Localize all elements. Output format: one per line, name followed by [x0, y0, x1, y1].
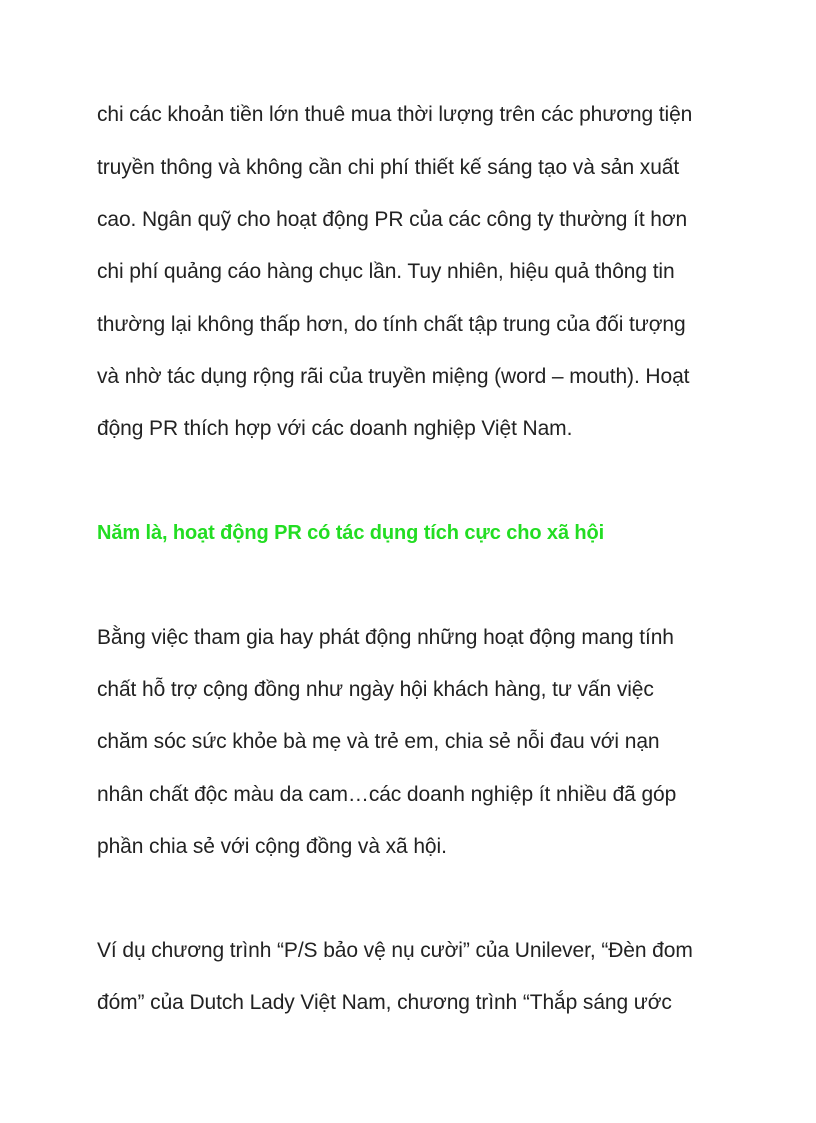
- paragraph-line: và nhờ tác dụng rộng rãi của truyền miệng (word – mouth). Hoạt: [97, 365, 690, 388]
- paragraph-line: chăm sóc sức khỏe bà mẹ và trẻ em, chia sẻ nỗi đau với nạn: [97, 730, 660, 753]
- paragraph-line: động PR thích hợp với các doanh nghiệp Việt Nam.: [97, 417, 573, 440]
- paragraph-line: cao. Ngân quỹ cho hoạt động PR của các công ty thường ít hơn: [97, 208, 688, 231]
- paragraph-line: truyền thông và không cần chi phí thiết kế sáng tạo và sản xuất: [97, 156, 680, 179]
- paragraph-line: Ví dụ chương trình “P/S bảo vệ nụ cười” của Unilever, “Đèn đom: [97, 939, 693, 962]
- paragraph-line: chi các khoản tiền lớn thuê mua thời lượng trên các phương tiện: [97, 103, 693, 126]
- paragraph-line: nhân chất độc màu da cam…các doanh nghiệp ít nhiều đã góp: [97, 783, 677, 806]
- paragraph-line: thường lại không thấp hơn, do tính chất tập trung của đối tượng: [97, 313, 686, 336]
- section-heading: Năm là, hoạt động PR có tác dụng tích cực cho xã hội: [97, 522, 605, 544]
- paragraph-line: chất hỗ trợ cộng đồng như ngày hội khách hàng, tư vấn việc: [97, 678, 654, 701]
- paragraph-line: chi phí quảng cáo hàng chục lần. Tuy nhiên, hiệu quả thông tin: [97, 260, 675, 283]
- paragraph-line: đóm” của Dutch Lady Việt Nam, chương trình “Thắp sáng ước: [97, 991, 672, 1014]
- paragraph-line: Bằng việc tham gia hay phát động những hoạt động mang tính: [97, 626, 674, 649]
- paragraph-line: phần chia sẻ với cộng đồng và xã hội.: [97, 835, 447, 858]
